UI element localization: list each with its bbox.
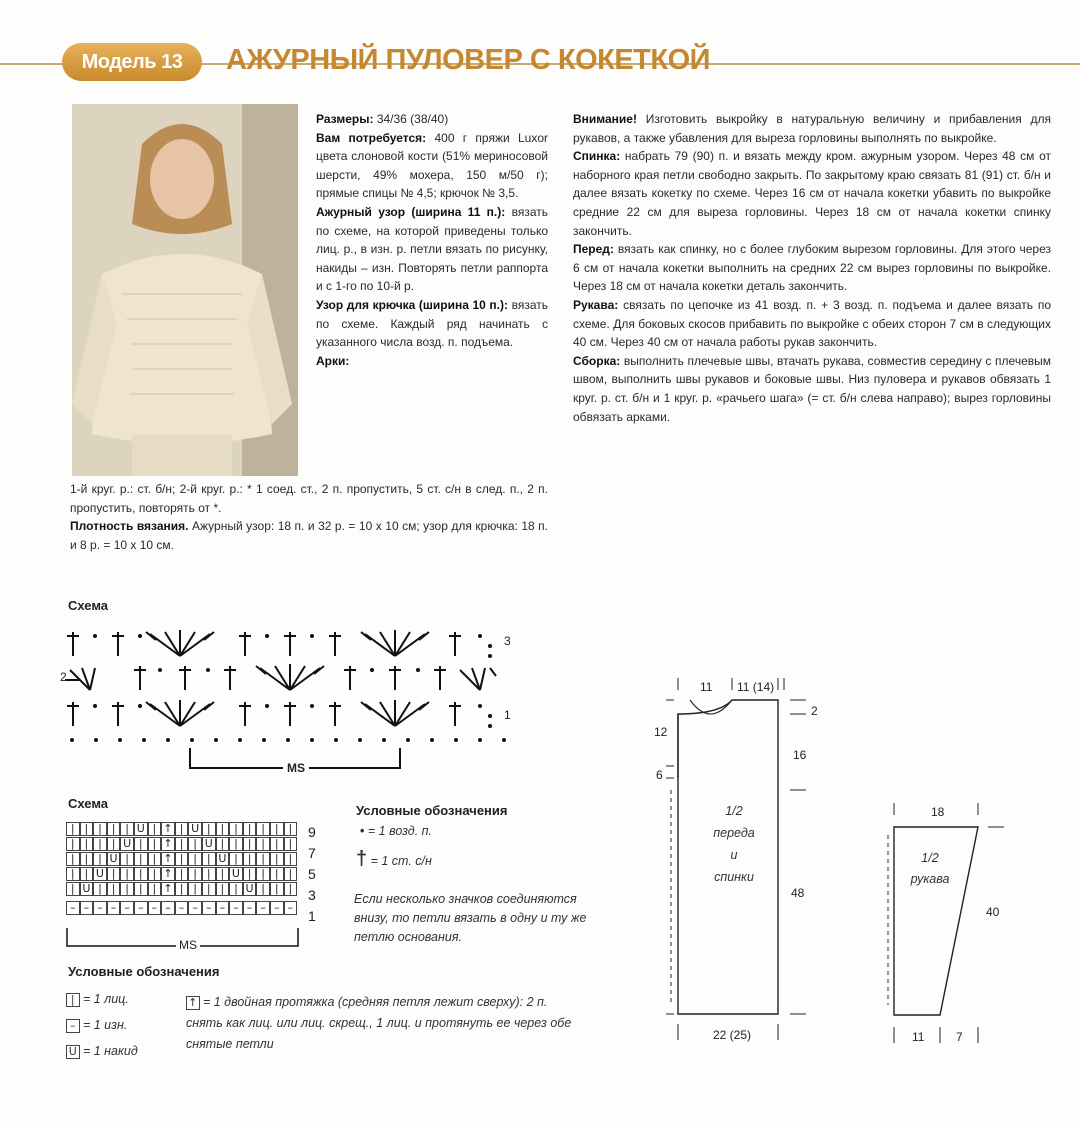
knit-cell: |	[270, 822, 284, 836]
knit-cell: |	[134, 837, 148, 851]
crochet-row-1: 1	[504, 708, 511, 722]
knit-cell: |	[229, 822, 243, 836]
double-decrease-cell: ↑	[161, 822, 175, 836]
knit-cell: |	[107, 882, 121, 896]
double-decrease-cell: ↑	[161, 867, 175, 881]
double-decrease-cell: ↑	[161, 882, 175, 896]
knit-cell: |	[202, 882, 216, 896]
knit-cell: |	[229, 837, 243, 851]
knit-cell: |	[80, 867, 94, 881]
knit-cell: |	[120, 882, 134, 896]
knit-cell: |	[229, 882, 243, 896]
left-text-column: Размеры: 34/36 (38/40) Вам потребуется: 400 г пряжи Luxor цвета слоновой кости (51% мериносовой шерсти, 49% мохера, 150 м/50 г); прямые спицы № 4,5; крючок № 3,5. Ажурный узор (ширина 11 п.): вязать по схеме, на которой приведены только лиц. р., в изн. р. петли вязать по рисунку, накиды – изн. Повторять петли раппорта и с 1-го по 10-й р. Узор для крючка (ширина 10 п.): вязать по схеме. Каждый ряд начинать с указанного числа возд. п. подъема. Арки:	[316, 112, 548, 368]
yarn-over-cell: U	[134, 822, 148, 836]
knit-cell: |	[175, 867, 189, 881]
yarn-over-icon: U	[66, 1045, 80, 1059]
model-photo	[72, 104, 298, 476]
body-dim-bottom: 22 (25)	[713, 1028, 752, 1042]
purl-cell: –	[229, 901, 243, 915]
purl-cell: –	[270, 901, 284, 915]
knit-row-1: 1	[308, 908, 316, 924]
purl-cell: –	[107, 901, 121, 915]
knit-stitch-icon: |	[66, 993, 80, 1007]
knit-cell: |	[270, 867, 284, 881]
double-crochet-icon: †	[356, 848, 368, 870]
purl-cell: –	[66, 901, 80, 915]
knit-cell: |	[243, 822, 257, 836]
knit-row-numbers	[308, 822, 316, 927]
knit-cell: |	[66, 852, 80, 866]
knit-cell: |	[148, 822, 162, 836]
knit-chart-grid	[66, 822, 298, 928]
chain-dot-icon: •	[360, 824, 365, 838]
knit-row-5: 5	[308, 866, 316, 882]
knit-cell: |	[66, 882, 80, 896]
crochet-repeat-label: MS	[283, 761, 309, 775]
knit-cell: |	[80, 852, 94, 866]
crochet-chart	[60, 620, 530, 780]
crochet-legend-title: Условные обозначения	[356, 803, 508, 818]
knit-cell: |	[66, 822, 80, 836]
purl-cell: –	[243, 901, 257, 915]
body-dim-yoke: 16	[793, 748, 807, 762]
purl-cell: –	[216, 901, 230, 915]
knit-cell: |	[256, 837, 270, 851]
knit-chart-title: Схема	[68, 796, 109, 811]
knit-cell: |	[175, 822, 189, 836]
knit-cell: |	[256, 882, 270, 896]
knit-cell: |	[107, 867, 121, 881]
yarn-over-cell: U	[229, 867, 243, 881]
knit-cell: |	[284, 837, 298, 851]
crochet-row-3: 3	[504, 634, 511, 648]
sleeve-dim-bottom-left: 11	[912, 1030, 925, 1044]
double-decrease-icon: ↑	[186, 996, 200, 1010]
knit-cell: |	[243, 852, 257, 866]
knit-cell: |	[175, 882, 189, 896]
sleeve-dim-length: 40	[986, 905, 1000, 919]
knit-cell: |	[93, 882, 107, 896]
knit-cell: |	[188, 882, 202, 896]
knit-cell: |	[66, 867, 80, 881]
knit-cell: |	[175, 852, 189, 866]
knit-cell: |	[93, 852, 107, 866]
knit-cell: |	[80, 822, 94, 836]
knit-cell: |	[284, 882, 298, 896]
purl-cell: –	[148, 901, 162, 915]
knit-row-7: 7	[308, 845, 316, 861]
knit-cell: |	[134, 852, 148, 866]
left-text-continued: 1-й круг. р.: ст. б/н; 2-й круг. р.: * 1 соед. ст., 2 п. пропустить, 5 ст. с/н в след. п., 2 п. пропустить, повторять от *. Плотность вязания. Ажурный узор: 18 п. и 32 р. = 10 х 10 см; узор для крючка: 18 п. и 8 р. = 10 х 10 см.	[70, 482, 548, 552]
yarn-over-cell: U	[202, 837, 216, 851]
knit-cell: |	[120, 822, 134, 836]
knit-cell: |	[148, 852, 162, 866]
knit-cell: |	[216, 822, 230, 836]
knit-cell: |	[256, 867, 270, 881]
sleeve-dim-top: 18	[931, 805, 945, 819]
knit-cell: |	[243, 837, 257, 851]
crochet-legend-dc: † = 1 ст. с/н	[356, 848, 432, 870]
knit-cell: |	[202, 822, 216, 836]
purl-cell: –	[93, 901, 107, 915]
knit-legend-title: Условные обозначения	[68, 964, 220, 979]
yarn-over-cell: U	[93, 867, 107, 881]
knit-cell: |	[107, 837, 121, 851]
knit-legend-purl: – = 1 изн.	[66, 1018, 127, 1033]
yarn-over-cell: U	[107, 852, 121, 866]
body-dim-top-right: 11 (14)	[737, 680, 775, 694]
yarn-over-cell: U	[120, 837, 134, 851]
knit-cell: |	[243, 867, 257, 881]
crochet-chart-title: Схема	[68, 598, 109, 613]
knit-cell: |	[188, 852, 202, 866]
purl-cell: –	[175, 901, 189, 915]
body-dim-neck-back: 2	[811, 704, 818, 718]
knit-cell: |	[229, 852, 243, 866]
knit-cell: |	[175, 837, 189, 851]
sleeve-dim-bottom-right: 7	[956, 1030, 963, 1044]
knit-cell: |	[148, 882, 162, 896]
purl-cell: –	[202, 901, 216, 915]
double-decrease-cell: ↑	[161, 837, 175, 851]
purl-cell: –	[120, 901, 134, 915]
yarn-over-cell: U	[80, 882, 94, 896]
knit-cell: |	[270, 882, 284, 896]
knit-cell: |	[66, 837, 80, 851]
knit-cell: |	[216, 867, 230, 881]
knit-cell: |	[284, 867, 298, 881]
knit-cell: |	[202, 867, 216, 881]
purl-cell: –	[80, 901, 94, 915]
knit-cell: |	[148, 867, 162, 881]
knit-cell: |	[188, 837, 202, 851]
crochet-row-2: 2	[60, 670, 67, 684]
knit-legend-knit: | = 1 лиц.	[66, 992, 129, 1007]
purl-stitch-icon: –	[66, 1019, 80, 1033]
purl-cell: –	[256, 901, 270, 915]
knit-legend-yo: U = 1 накид	[66, 1044, 138, 1059]
page-title: АЖУРНЫЙ ПУЛОВЕР С КОКЕТКОЙ	[226, 44, 710, 76]
knit-cell: |	[134, 867, 148, 881]
knit-cell: |	[256, 822, 270, 836]
sleeve-schematic	[880, 795, 1010, 1055]
knit-cell: |	[270, 837, 284, 851]
knit-cell: |	[80, 837, 94, 851]
crochet-legend-chain: • = 1 возд. п.	[360, 824, 433, 838]
knit-repeat-label: MS	[176, 938, 200, 952]
knit-cell: |	[107, 822, 121, 836]
knit-cell: |	[120, 867, 134, 881]
sleeve-piece-label: 1/2 рукава	[910, 851, 950, 886]
body-dim-six: 6	[656, 768, 663, 782]
knit-cell: |	[134, 882, 148, 896]
body-piece-label: 1/2 переда и спинки	[713, 804, 755, 884]
knit-cell: |	[284, 822, 298, 836]
yarn-over-cell: U	[243, 882, 257, 896]
purl-cell: –	[284, 901, 298, 915]
body-dim-neck-front: 12	[654, 725, 668, 739]
purl-cell: –	[134, 901, 148, 915]
knit-cell: |	[202, 852, 216, 866]
crochet-legend-note: Если несколько значков соединяются внизу, то петли вязать в одну и ту же петлю основания.	[354, 892, 587, 944]
right-text-column: Внимание! Изготовить выкройку в натуральную величину и прибавления для рукавов, а также убавления для выреза горловины выполнять по выкройке. Спинка: набрать 79 (90) п. и вязать между кром. ажурным узором. Через 48 см от наборного края петли свободно закрыть. По закрытому краю связать 81 (91) ст. б/н и далее вязать кокетку по схеме. Через 16 см от начала кокетки убавить по выкройке средние 22 см для выреза горловины. Через 18 см от начала кокетки спинку закончить. Перед: вязать как спинку, но с более глубоким вырезом горловины. Для этого через 6 см от начала кокетки выполнить на средних 22 см вырез горловины по выкройке. Через 18 см от начала кокетки деталь закончить. Рукава: связать по цепочке из 41 возд. п. + 3 возд. п. подъема и далее вязать по схеме. Для боковых скосов прибавить по выкройке с обеих сторон 7 см в следующих 40 см. Через 40 см от начала работы рукав закончить. Сборка: выполнить плечевые швы, втачать рукава, совместив середину с плечевым швом, выполнить швы рукавов и боковые швы. Низ пуловера и рукавов обвязать 1 круг. р. ст. б/н и 1 круг. р. «рачьего шага» (= ст. б/н слева направо); вырез горловины обвязать арками.	[573, 112, 1051, 424]
purl-cell: –	[161, 901, 175, 915]
knit-cell: |	[216, 837, 230, 851]
purl-cell: –	[188, 901, 202, 915]
yarn-over-cell: U	[188, 822, 202, 836]
knit-row-9: 9	[308, 824, 316, 840]
knit-cell: |	[93, 822, 107, 836]
knit-cell: |	[188, 867, 202, 881]
knit-cell: |	[93, 837, 107, 851]
body-dim-top-left: 11	[700, 680, 713, 694]
knit-cell: |	[270, 852, 284, 866]
knit-cell: |	[216, 882, 230, 896]
body-dim-length: 48	[791, 886, 805, 900]
knit-cell: |	[148, 837, 162, 851]
knit-cell: |	[120, 852, 134, 866]
knit-legend-double: ↑ = 1 двойная протяжка (средняя петля лежит сверху): 2 п. снять как лиц. или лиц. скрещ., 1 лиц. и протянуть ее через обе снятые петли	[186, 995, 572, 1051]
model-badge: Модель 13	[62, 43, 202, 81]
yarn-over-cell: U	[216, 852, 230, 866]
knit-cell: |	[256, 852, 270, 866]
model-illustration	[72, 104, 298, 476]
double-decrease-cell: ↑	[161, 852, 175, 866]
knit-cell: |	[284, 852, 298, 866]
knit-row-3: 3	[308, 887, 316, 903]
